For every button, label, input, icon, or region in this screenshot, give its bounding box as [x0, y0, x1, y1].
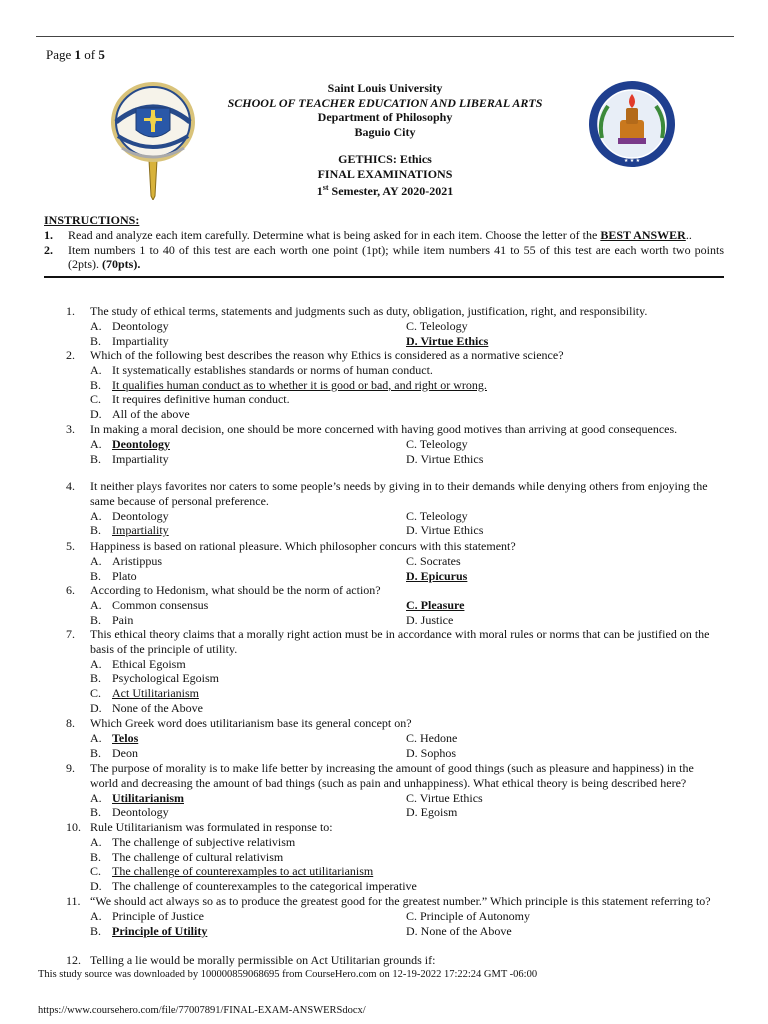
answer-marked: Utilitarianism — [112, 790, 184, 805]
source-url[interactable]: https://www.coursehero.com/file/77007891/FINAL-EXAM-ANSWERSdocx/ — [38, 1005, 366, 1016]
download-source-notice: This study source was downloaded by 100000859068695 from CourseHero.com on 12-19-2022 17:22:24 GMT -06:00 — [38, 969, 538, 980]
instructions — [44, 213, 724, 272]
answer-marked: Impartiality — [112, 523, 169, 538]
document-header — [160, 81, 610, 199]
answer-marked: Act Utilitarianism — [112, 686, 199, 701]
department-name: Department of Philosophy — [317, 110, 453, 124]
question-7: 7. This ethical theory claims that a morally right action must be in accordance with moral rules or norms that can be justified on the basis of the principle of utility. A. Ethical Egoism B. Psychological Egoism C. Act Utilitarianism D. None of the Above — [66, 627, 710, 715]
answer-marked: C. Pleasure — [406, 597, 465, 612]
school-name: SCHOOL OF TEACHER EDUCATION AND LIBERAL ARTS — [227, 95, 543, 110]
semester-line: 1st Semester, AY 2020-2021 — [316, 183, 454, 198]
question-3: 3. In making a moral decision, one should be more concerned with having good motives than arriving at good consequences. A. Deontology C. Teleology B. Impartiality D. Virtue Ethics — [66, 422, 678, 466]
answer-marked: The challenge of counterexamples to act utilitarianism — [112, 864, 374, 879]
svg-text:★ ★ ★: ★ ★ ★ — [623, 158, 641, 164]
page-number: Page 1 of 5 — [46, 47, 105, 62]
question-6: 6. According to Hedonism, what should be the norm of action? A. Common consensus C. Pleasure B. Pain D. Justice — [66, 583, 724, 627]
question-10: 10. Rule Utilitarianism was formulated in response to: A. The challenge of subjective relativism B. The challenge of cultural relativism C. The challenge of counterexamples to act utilitarianism D. The challenge of counterexamples to the categorical imperative — [66, 820, 417, 894]
answer-marked: Deontology — [112, 436, 170, 451]
city-name: Baguio City — [354, 124, 416, 139]
question-4: 4. It neither plays favorites nor caters to some people’s needs by giving in to their demands while denying others from enjoying the same because of personal preference. A. Deontology C. Teleology B. Impartiality D. Virtue Ethics — [66, 479, 708, 538]
question-2: 2. Which of the following best describes the reason why Ethics is considered as a normative science? A. It systematically establishes standards or norms of human conduct. B. It qualifies human conduct as to whether it is good or bad, and right or wrong. C. It requires definitive human conduct. D. All of the above — [66, 348, 564, 422]
instruction-1: 1. Read and analyze each item carefully. Determine what is being asked for in each item. Choose the letter of the BEST ANSWER.. — [44, 227, 692, 242]
question-1: 1. The study of ethical terms, statements and judgments such as duty, obligation, justification, right, and responsibility. A. Deontology C. Teleology B. Impartiality D. Virtue Ethics — [66, 304, 724, 348]
university-name: Saint Louis University — [327, 81, 443, 95]
question-11: 11. “We should act always so as to produce the greatest good for the greatest number.” Which principle is this statement referring to? A. Principle of Justice C. Principle of Autonomy B. Principle of Utility D. None of the Above — [66, 894, 711, 938]
answer-marked: Principle of Utility — [112, 923, 208, 938]
answer-marked: D. Virtue Ethics — [406, 333, 489, 348]
instruction-2: 2. Item numbers 1 to 40 of this test are each worth one point (1pt); while item numbers 41 to 55 of this test are each worth two points (2pts). (70pts). — [44, 242, 724, 272]
question-5: 5. Happiness is based on rational pleasure. Which philosopher concurs with this statement? A. Aristippus C. Socrates B. Plato D. Epicurus — [66, 539, 724, 583]
instructions-divider — [44, 276, 724, 278]
answer-marked: D. Epicurus — [406, 568, 468, 583]
question-8: 8. Which Greek word does utilitarianism base its general concept on? A. Telos C. Hedone B. Deon D. Sophos — [66, 716, 458, 760]
top-rule — [36, 36, 734, 37]
question-12: 12. Telling a lie would be morally permissible on Act Utilitarian grounds if: — [66, 953, 436, 967]
answer-marked: Telos — [112, 730, 139, 745]
question-9: 9. The purpose of morality is to make life better by increasing the amount of good things (such as pleasure and happiness) in the world and decreasing the amount of bad things (such as pain and unhappiness). What ethical theory is being described here? A. Utilitarianism C. Virtue Ethics B. Deontology D. Egoism — [66, 761, 694, 820]
course-title: GETHICS: Ethics — [338, 152, 432, 166]
exam-title: FINAL EXAMINATIONS — [317, 166, 453, 181]
instructions-title: INSTRUCTIONS: — [44, 213, 140, 227]
answer-marked: It qualifies human conduct as to whether it is good or bad, and right or wrong. — [112, 377, 487, 392]
